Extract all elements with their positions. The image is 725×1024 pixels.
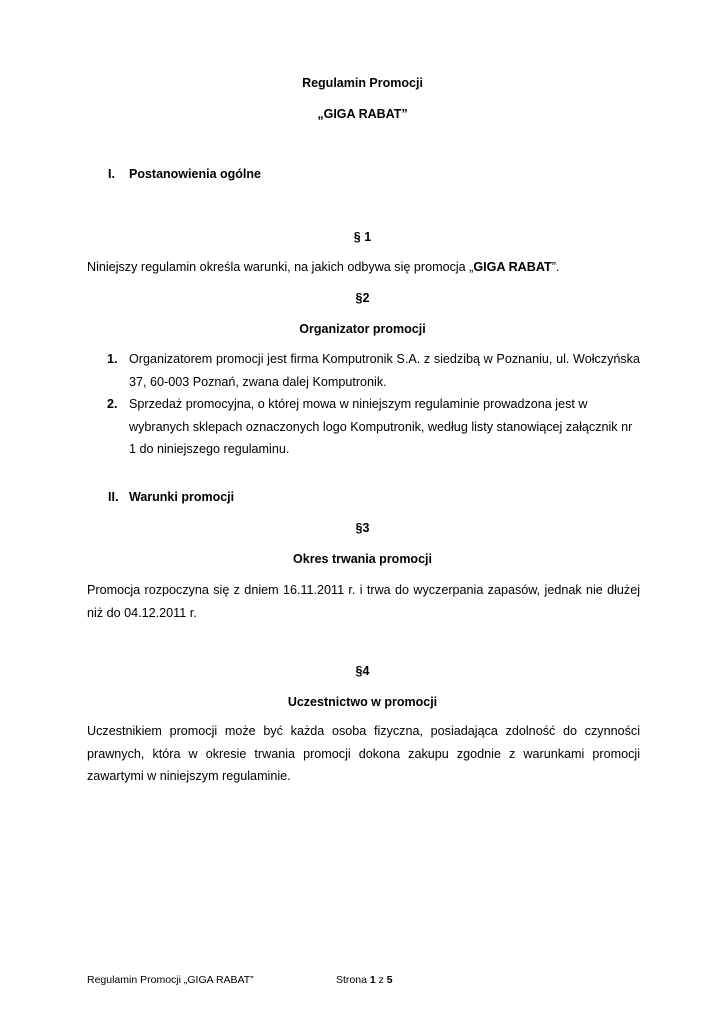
list-item <box>107 348 640 393</box>
section-title: Postanowienia ogólne <box>129 167 261 181</box>
list-text: Sprzedaż promocyjna, o której mowa w niniejszym regulaminie prowadzona jest w wybranych sklepach oznaczonych logo Komputronik, według listy stanowiącej załącznik nr 1 do niniejszego regulaminu. <box>129 397 633 456</box>
document-title: Regulamin Promocji <box>302 76 423 90</box>
paragraph-symbol-3: §3 <box>355 521 370 535</box>
paragraph-1-text: Niniejszy regulamin określa warunki, na jakich odbywa się promocja „GIGA RABAT”. <box>87 260 560 274</box>
list-number: 2. <box>107 397 118 411</box>
document-subtitle: „GIGA RABAT” <box>317 107 408 121</box>
promo-name: GIGA RABAT <box>473 260 552 274</box>
organizer-list <box>107 348 640 461</box>
paragraph-3-text: Promocja rozpoczyna się z dniem 16.11.2011 r. i trwa do wyczerpania zapasów, jednak nie dłużej niż do 04.12.2011 r. <box>87 583 640 620</box>
paragraph-symbol-4: §4 <box>355 664 370 678</box>
paragraph-4-text: Uczestnikiem promocji może być każda osoba fizyczna, posiadająca zdolność do czynności prawnych, która w okresie trwania promocji dokona zakupu zgodnie z warunkami promocji zawartymi w niniejszym regulaminie. <box>87 724 640 783</box>
paragraph-symbol-2: §2 <box>355 291 370 305</box>
paragraph-heading-4: Uczestnictwo w promocji <box>287 695 438 709</box>
footer-title: Regulamin Promocji „GIGA RABAT” <box>87 974 254 986</box>
page-number: Strona 1 z 5 <box>336 974 393 986</box>
section-numeral: II. <box>108 490 119 504</box>
paragraph-symbol-1: § 1 <box>353 230 372 244</box>
list-item <box>107 393 640 461</box>
paragraph-heading-2: Organizator promocji <box>299 322 426 336</box>
section-title: Warunki promocji <box>129 490 235 504</box>
paragraph-heading-3: Okres trwania promocji <box>293 552 432 566</box>
list-text: Organizatorem promocji jest firma Komputronik S.A. z siedzibą w Poznaniu, ul. Wołczyńska 37, 60-003 Poznań, zwana dalej Komputronik. <box>129 352 640 389</box>
section-numeral: I. <box>108 167 115 181</box>
list-number: 1. <box>107 352 118 366</box>
